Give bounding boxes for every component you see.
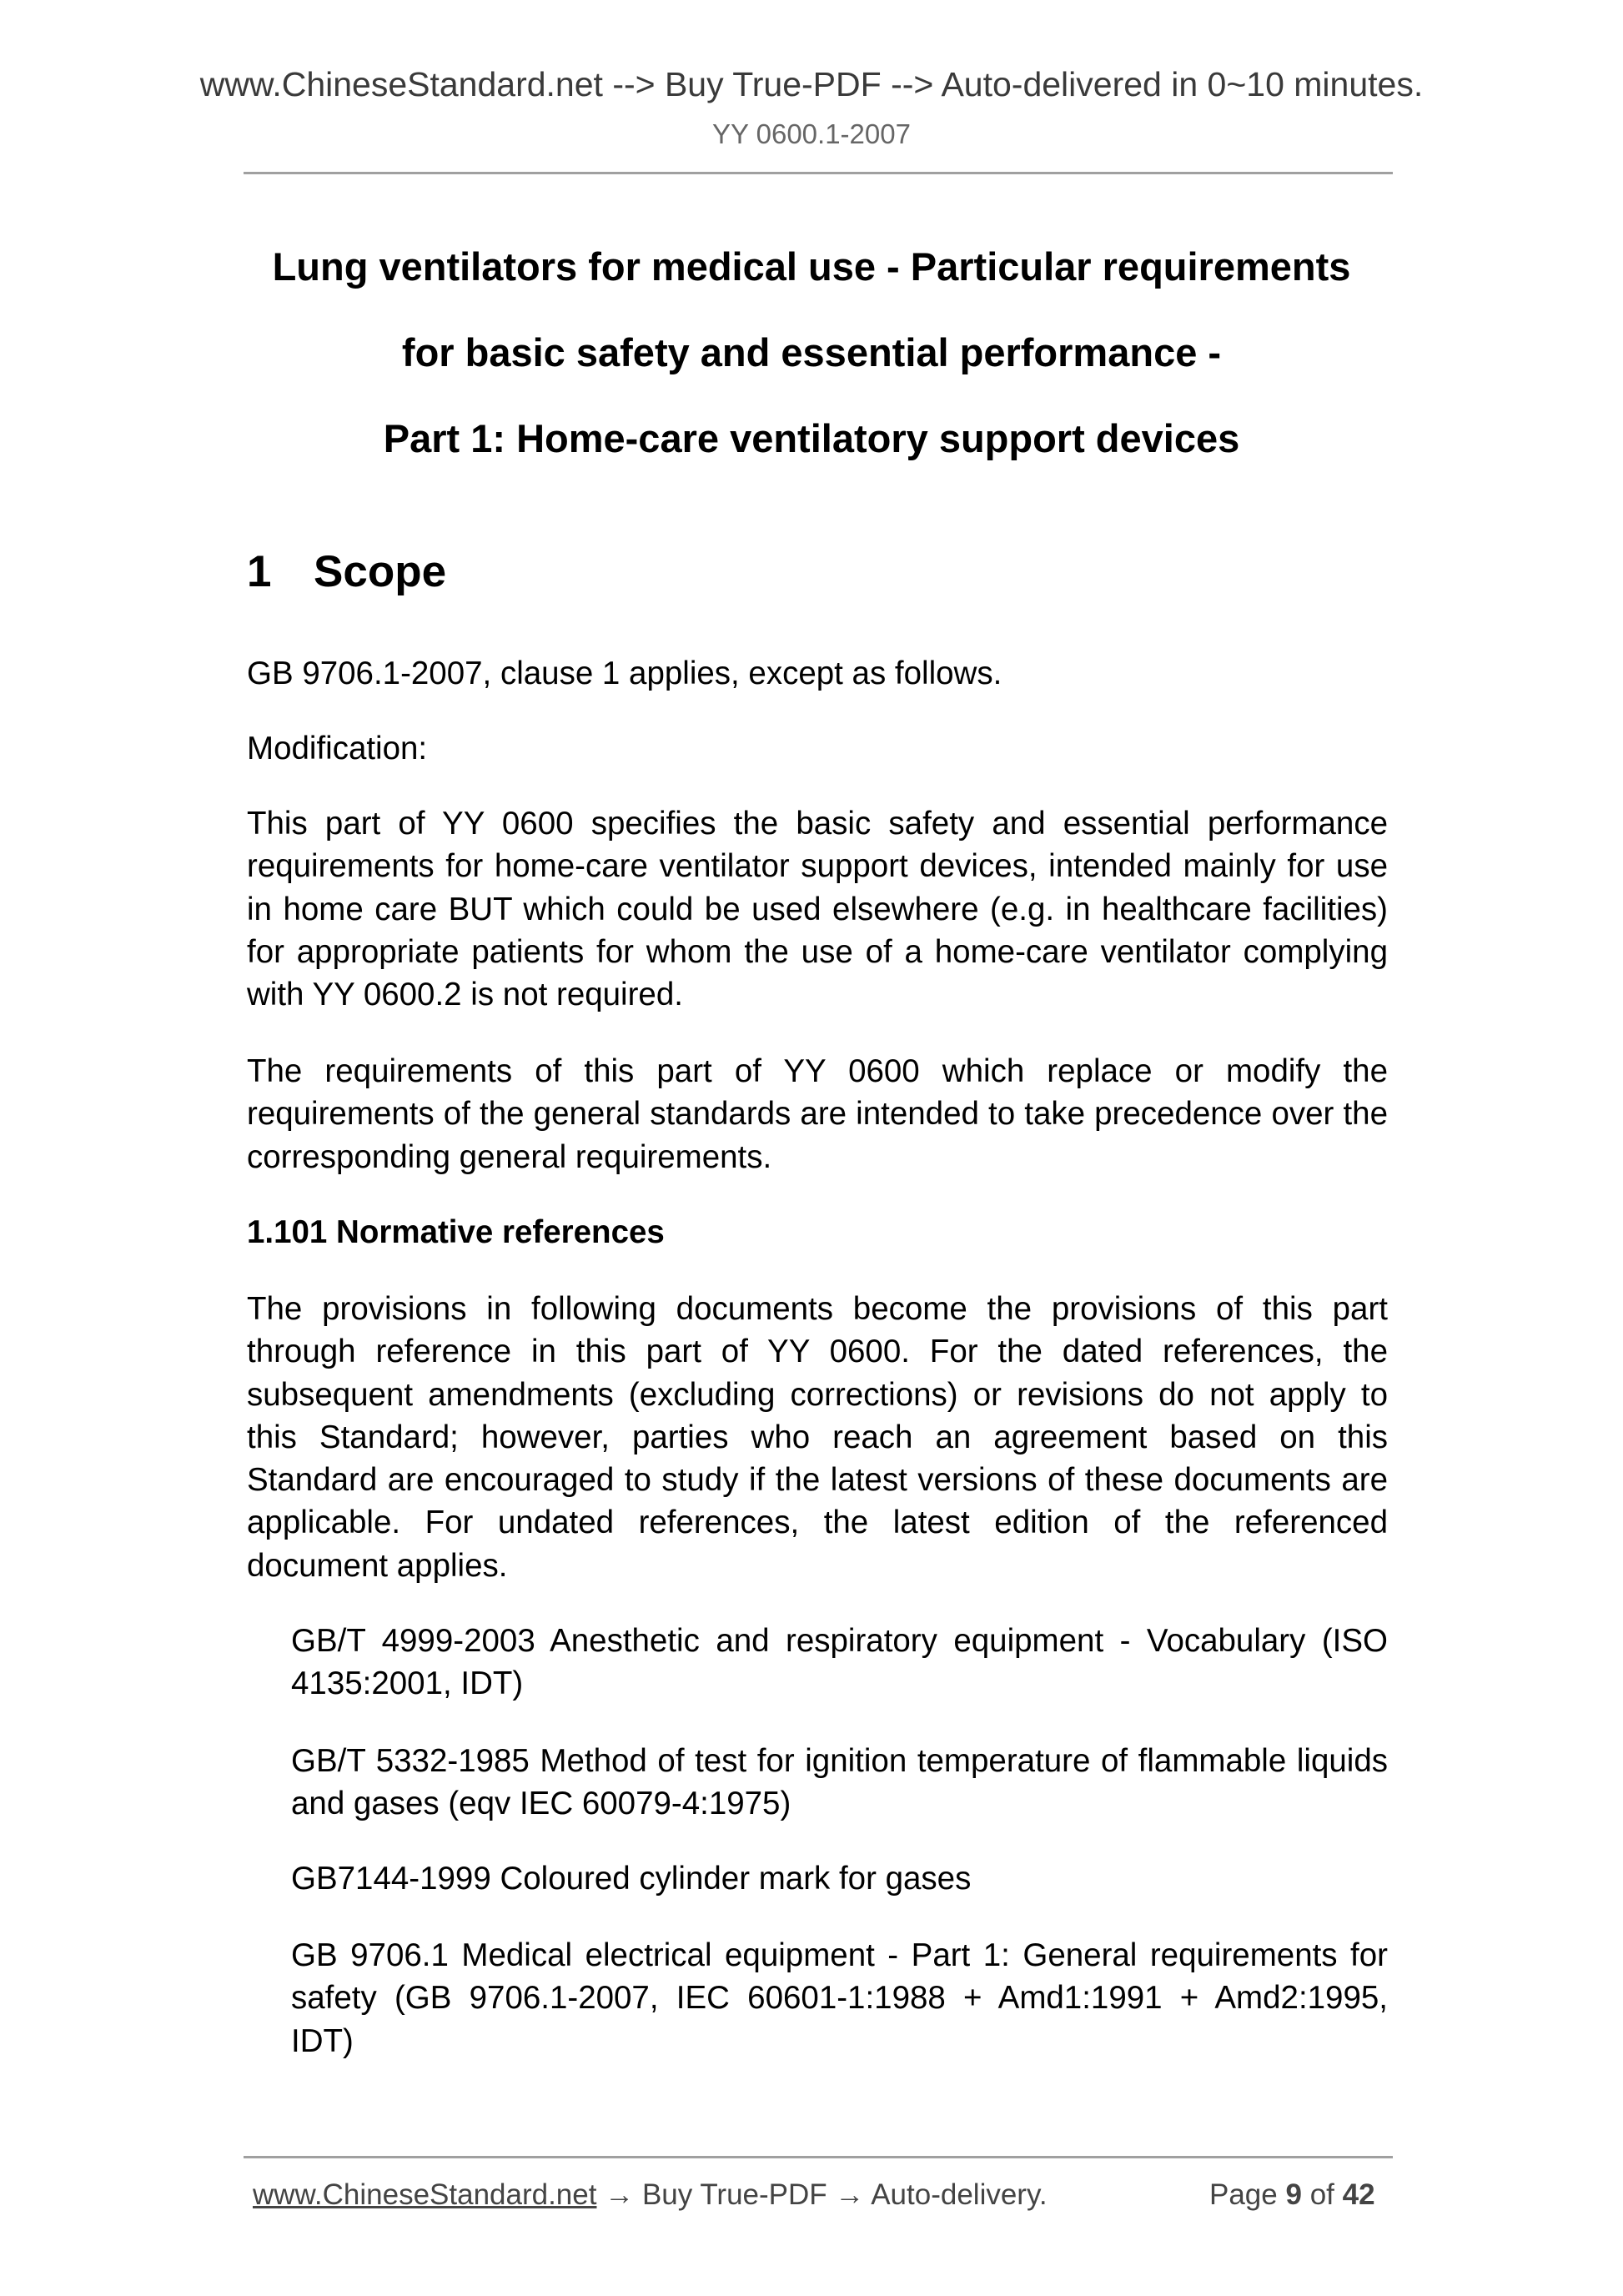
modification-label: Modification: xyxy=(247,731,428,766)
scope-paragraph-1: This part of YY 0600 specifies the basic safety and essential performance requirements for home-care ventilator support devices, intended mainly for use in home care BUT which could be used elsewhere (e.g. in healthcare facilities) for appropriate patients for whom the use of a home-care ventilator complying with YY 0600.2 is not required. xyxy=(247,806,1388,1013)
reference-item: GB7144-1999 Coloured cylinder mark for gases xyxy=(291,1861,972,1897)
section-heading-scope xyxy=(247,546,446,597)
reference-item: GB/T 5332-1985 Method of test for ignition temperature of flammable liquids and gases (eqv IEC 60079-4:1975) xyxy=(291,1743,1388,1822)
scope-intro: GB 9706.1-2007, clause 1 applies, except as follows. xyxy=(247,656,1002,691)
reference-item: GB/T 4999-2003 Anesthetic and respiratory equipment - Vocabulary (ISO 4135:2001, IDT) xyxy=(291,1623,1388,1702)
normative-references-heading: 1.101 Normative references xyxy=(247,1214,665,1250)
document-title-line3: Part 1: Home-care ventilatory support devices xyxy=(383,416,1240,460)
page-indicator xyxy=(1209,2178,1375,2212)
standard-code: YY 0600.1-2007 xyxy=(712,118,911,149)
of-label: of xyxy=(1309,2178,1334,2211)
section-number: 1 xyxy=(247,547,272,596)
header-banner: www.ChineseStandard.net --> Buy True-PDF --> Auto-delivered in 0~10 minutes. xyxy=(199,65,1424,103)
section-title: Scope xyxy=(314,547,447,596)
page-current: 9 xyxy=(1285,2178,1302,2211)
reference-item: GB 9706.1 Medical electrical equipment - Part 1: General requirements for safety (GB 9706.1-2007, IEC 60601-1:1988 + Amd1:1991 + Amd2:1995, IDT) xyxy=(291,1937,1388,2059)
document-title-line2: for basic safety and essential performance - xyxy=(401,330,1222,374)
normative-references-paragraph: The provisions in following documents become the provisions of this part through reference in this part of YY 0600. For the dated references, the subsequent amendments (excluding corrections) or revisions do not apply to this Standard; however, parties who reach an agreement based on this Standard are encouraged to study if the latest versions of these documents are applicable. For undated references, the latest edition of the referenced document applies. xyxy=(247,1291,1388,1584)
scope-paragraph-2: The requirements of this part of YY 0600 which replace or modify the requirements of the general standards are intended to take precedence over the corresponding general requirements. xyxy=(247,1053,1388,1175)
footer-links xyxy=(253,2178,1048,2212)
footer-divider xyxy=(244,2156,1393,2158)
header-divider xyxy=(244,172,1393,174)
footer-delivery-text: Auto-delivery. xyxy=(871,2178,1048,2211)
page-label: Page xyxy=(1209,2178,1278,2211)
footer-buy-text: Buy True-PDF xyxy=(641,2178,827,2211)
arrow-right-icon: → xyxy=(605,2178,635,2211)
page-total: 42 xyxy=(1342,2178,1375,2211)
footer-site-link[interactable]: www.ChineseStandard.net xyxy=(253,2178,597,2211)
arrow-right-icon: → xyxy=(835,2178,865,2211)
document-title-line1: Lung ventilators for medical use - Particular requirements xyxy=(272,244,1351,289)
